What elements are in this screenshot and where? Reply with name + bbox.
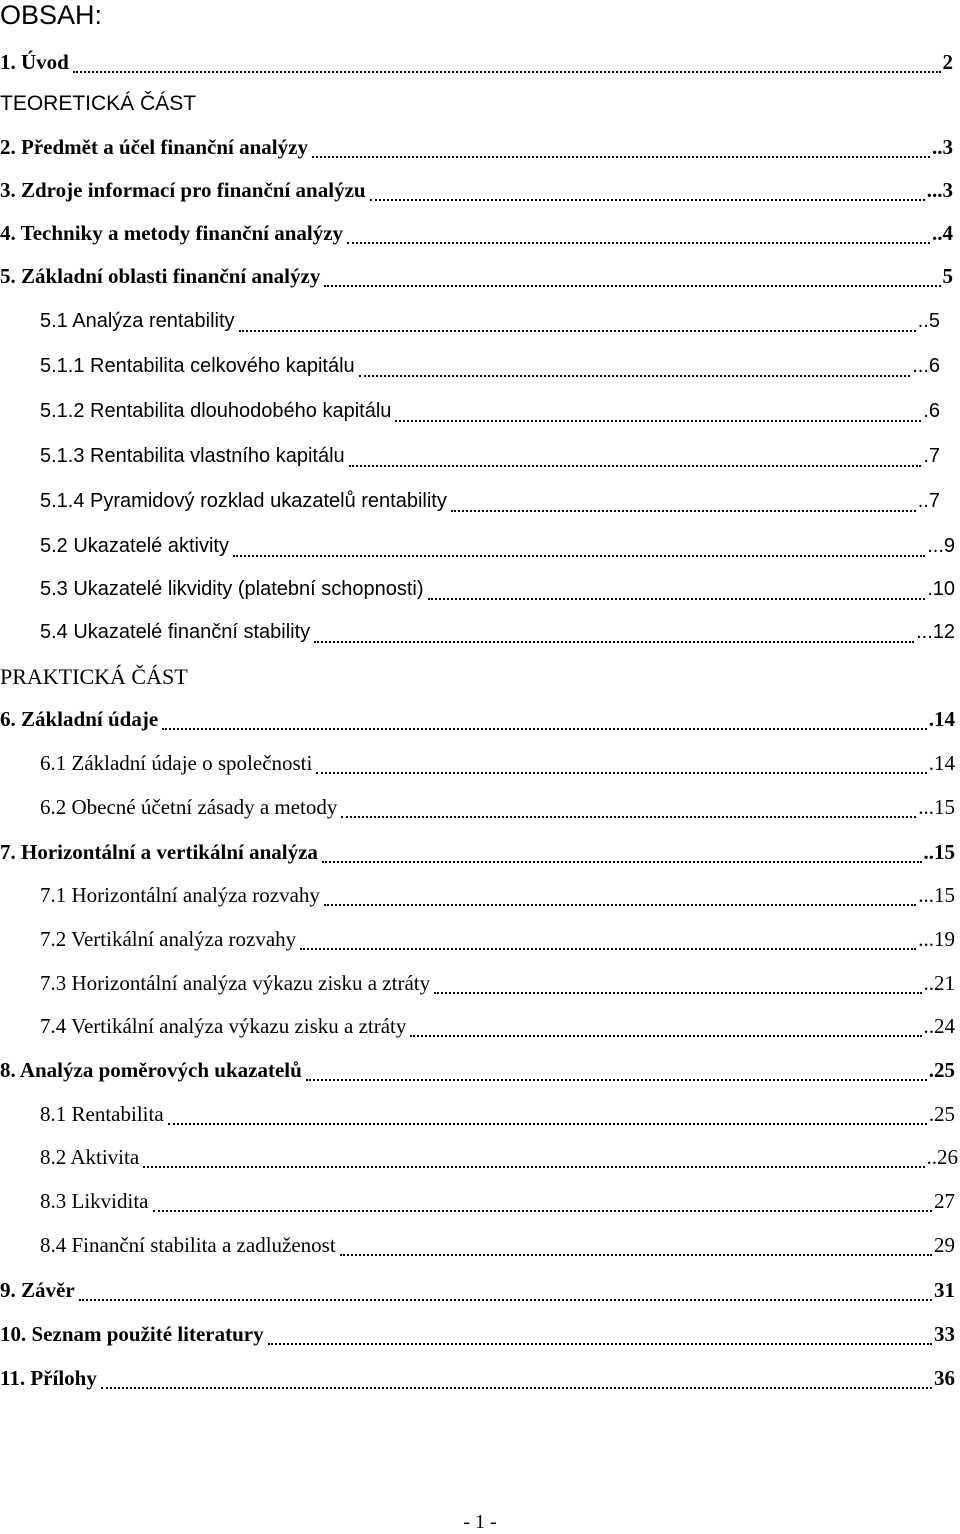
toc-entry-label: 4. Techniky a metody finanční analýzy bbox=[0, 221, 344, 245]
toc-dot-leader bbox=[300, 948, 916, 950]
toc-entry[interactable] bbox=[0, 82, 960, 126]
toc-entry[interactable] bbox=[0, 254, 960, 298]
toc-dot-leader bbox=[312, 156, 930, 158]
toc-entry-label: 10. Seznam použité literatury bbox=[0, 1322, 264, 1346]
toc-entry-page: ..7 bbox=[917, 490, 940, 512]
toc-entry-label: 7.2 Vertikální analýza rozvahy bbox=[40, 927, 297, 951]
toc-entry[interactable] bbox=[0, 389, 960, 433]
toc-entry-page: .14 bbox=[928, 751, 955, 775]
toc-dot-leader bbox=[349, 465, 922, 467]
toc-dot-leader bbox=[268, 1343, 932, 1345]
toc-entry-label: 11. Přílohy bbox=[0, 1366, 97, 1390]
toc-entry-label: 7.4 Vertikální analýza výkazu zisku a ztráty bbox=[40, 1014, 407, 1038]
toc-entry-page: .7 bbox=[923, 445, 940, 467]
toc-entry-page: ..15 bbox=[923, 840, 955, 864]
toc-entry-label: 2. Předmět a účel finanční analýzy bbox=[0, 135, 308, 159]
toc-entry-label: 9. Závěr bbox=[0, 1278, 75, 1302]
toc-entry[interactable] bbox=[0, 830, 960, 874]
toc-entry-page: 27 bbox=[934, 1189, 955, 1213]
toc-entry-page: ..21 bbox=[923, 971, 955, 995]
toc-entry[interactable] bbox=[0, 785, 960, 829]
toc-entry-label: 7.3 Horizontální analýza výkazu zisku a ztráty bbox=[40, 971, 431, 995]
toc-entry-label: 7.1 Horizontální analýza rozvahy bbox=[40, 883, 320, 907]
toc-dot-leader bbox=[101, 1387, 932, 1389]
toc-entry[interactable] bbox=[0, 299, 960, 343]
toc-dot-leader bbox=[451, 510, 916, 512]
toc-entry[interactable] bbox=[0, 1312, 960, 1356]
toc-entry-label: 5.3 Ukazatelé likvidity (platební schopnosti) bbox=[40, 578, 424, 600]
toc-entry-label: 6.2 Obecné účetní zásady a metody bbox=[40, 795, 338, 819]
toc-entry-label: 1. Úvod bbox=[0, 50, 69, 74]
toc-entry-page: ...6 bbox=[912, 355, 940, 377]
toc-entry-page: ..5 bbox=[917, 310, 940, 332]
toc-entry[interactable] bbox=[0, 524, 960, 568]
toc-entry-page: 36 bbox=[934, 1366, 955, 1390]
toc-dot-leader bbox=[359, 375, 911, 377]
toc-entry[interactable] bbox=[0, 1223, 960, 1267]
toc-dot-leader bbox=[239, 330, 916, 332]
toc-entry-label: 6.1 Základní údaje o společnosti bbox=[40, 751, 313, 775]
toc-entry-label: 3. Zdroje informací pro finanční analýzu bbox=[0, 178, 366, 202]
toc-entry[interactable] bbox=[0, 1048, 960, 1092]
toc-entry[interactable] bbox=[0, 1179, 960, 1223]
toc-entry-label: 6. Základní údaje bbox=[0, 707, 159, 731]
toc-dot-leader bbox=[347, 242, 930, 244]
toc-entry[interactable] bbox=[0, 741, 960, 785]
toc-entry-page: .10 bbox=[927, 578, 955, 600]
toc-entry-page: ...3 bbox=[926, 178, 953, 202]
toc-entry-page: 31 bbox=[934, 1278, 955, 1302]
toc-dot-leader bbox=[168, 1123, 927, 1125]
toc-entry-page: ...15 bbox=[918, 795, 955, 819]
toc-dot-leader bbox=[434, 992, 921, 994]
toc-entry[interactable] bbox=[0, 567, 960, 611]
toc-entry-label: 5. Základní oblasti finanční analýzy bbox=[0, 264, 321, 288]
toc-dot-leader bbox=[324, 904, 916, 906]
toc-entry-label: 8.1 Rentabilita bbox=[40, 1102, 164, 1126]
toc-entry[interactable] bbox=[0, 40, 960, 84]
toc-entry-label: 5.1.3 Rentabilita vlastního kapitálu bbox=[40, 445, 345, 467]
toc-entry-label: PRAKTICKÁ ČÁST bbox=[0, 664, 188, 689]
toc-entry[interactable] bbox=[0, 1135, 960, 1179]
toc-entry-page: ...19 bbox=[918, 927, 955, 951]
toc-entry-page: ..26 bbox=[926, 1145, 958, 1169]
toc-entry[interactable] bbox=[0, 434, 960, 478]
toc-dot-leader bbox=[428, 598, 926, 600]
toc-entry[interactable] bbox=[0, 917, 960, 961]
toc-dot-leader bbox=[314, 641, 914, 643]
page-number: - 1 - bbox=[463, 1511, 497, 1533]
toc-entry-label: 5.1.1 Rentabilita celkového kapitálu bbox=[40, 355, 355, 377]
toc-entry-label: 7. Horizontální a vertikální analýza bbox=[0, 840, 318, 864]
page-title: OBSAH: bbox=[0, 0, 103, 30]
toc-entry-label: 5.1.2 Rentabilita dlouhodobého kapitálu bbox=[40, 400, 392, 422]
toc-entry-label: 5.1 Analýza rentability bbox=[40, 310, 235, 332]
toc-dot-leader bbox=[79, 1299, 932, 1301]
toc-entry-page: ..4 bbox=[932, 221, 953, 245]
toc-entry-label: 5.4 Ukazatelé finanční stability bbox=[40, 621, 311, 643]
toc-dot-leader bbox=[316, 772, 926, 774]
toc-entry[interactable] bbox=[0, 961, 960, 1005]
toc-dot-leader bbox=[153, 1210, 933, 1212]
toc-entry[interactable] bbox=[0, 125, 960, 169]
toc-entry-page: ...12 bbox=[916, 621, 955, 643]
toc-entry[interactable] bbox=[0, 479, 960, 523]
toc-entry-page: .25 bbox=[928, 1102, 955, 1126]
toc-entry-label: TEORETICKÁ ČÁST bbox=[0, 92, 197, 115]
toc-entry-label: 8.2 Aktivita bbox=[40, 1145, 140, 1169]
toc-entry-page: 5 bbox=[942, 264, 953, 288]
toc-dot-leader bbox=[410, 1035, 921, 1037]
toc-dot-leader bbox=[322, 861, 922, 863]
toc-dot-leader bbox=[306, 1079, 927, 1081]
toc-dot-leader bbox=[324, 285, 940, 287]
toc-entry-page: .14 bbox=[928, 707, 955, 731]
toc-entry-label: 8.3 Likvidita bbox=[40, 1189, 149, 1213]
toc-dot-leader bbox=[162, 728, 927, 730]
toc-entry[interactable] bbox=[0, 1092, 960, 1136]
toc-entry-page: 2 bbox=[942, 50, 953, 74]
toc-dot-leader bbox=[233, 555, 925, 557]
toc-entry[interactable] bbox=[0, 655, 960, 699]
toc-entry[interactable] bbox=[0, 344, 960, 388]
toc-dot-leader bbox=[370, 199, 925, 201]
toc-entry-page: 29 bbox=[934, 1233, 955, 1257]
toc-dot-leader bbox=[340, 1254, 932, 1256]
toc-entry-page: ...9 bbox=[927, 535, 955, 557]
toc-entry[interactable] bbox=[0, 211, 960, 255]
toc-entry[interactable] bbox=[0, 168, 960, 212]
toc-dot-leader bbox=[73, 71, 941, 73]
toc-entry[interactable] bbox=[0, 697, 960, 741]
toc-dot-leader bbox=[143, 1166, 924, 1168]
toc-entry-label: 5.1.4 Pyramidový rozklad ukazatelů rentability bbox=[40, 490, 447, 512]
toc-entry-page: ...15 bbox=[918, 883, 955, 907]
toc-entry-page: .6 bbox=[923, 400, 940, 422]
toc-entry-page: 33 bbox=[934, 1322, 955, 1346]
toc-entry-label: 8.4 Finanční stabilita a zadluženost bbox=[40, 1233, 336, 1257]
toc-entry-label: 5.2 Ukazatelé aktivity bbox=[40, 535, 229, 557]
toc-entry[interactable] bbox=[0, 1356, 960, 1400]
toc-entry[interactable] bbox=[0, 610, 960, 654]
toc-entry-page: ..24 bbox=[923, 1014, 955, 1038]
toc-dot-leader bbox=[395, 420, 921, 422]
toc-entry[interactable] bbox=[0, 1268, 960, 1312]
toc-entry[interactable] bbox=[0, 1004, 960, 1048]
toc-dot-leader bbox=[341, 816, 916, 818]
toc-entry-page: .25 bbox=[928, 1058, 955, 1082]
toc-entry[interactable] bbox=[0, 873, 960, 917]
toc-entry-label: 8. Analýza poměrových ukazatelů bbox=[0, 1058, 302, 1082]
toc-entry-page: ..3 bbox=[932, 135, 953, 159]
